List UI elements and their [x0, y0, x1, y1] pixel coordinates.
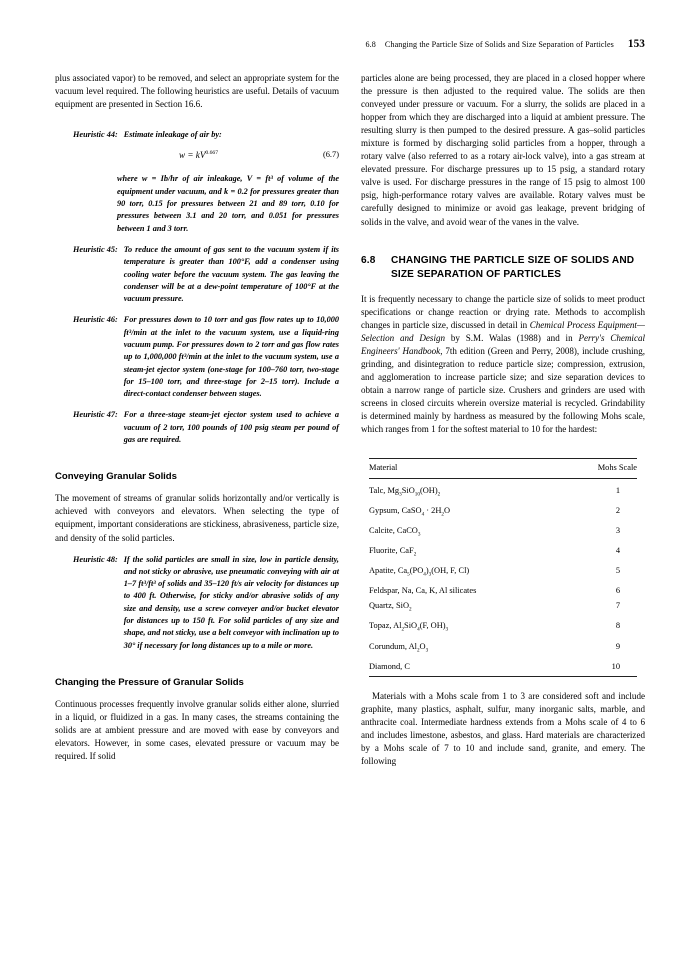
mohs-material-name: Feldspar, [369, 586, 402, 595]
two-column-body [55, 72, 645, 912]
heuristic-45-text: To reduce the amount of gas sent to the vacuum system if its temperature is greater than 100°F, add a condenser using cooling water before the vacuum system. The gas leaving the condenser will be at a dew-point temperature of 100°F at the vacuum pressure. [123, 244, 339, 304]
mohs-material-name: Talc, [369, 485, 388, 495]
mohs-scale-cell: 7 [615, 601, 620, 611]
mohs-scale-cell: 6 [615, 586, 620, 595]
book-title-walas: Chemical Process Equipment—Selection and Design [361, 320, 645, 344]
running-head-section-number: 6.8 [365, 40, 376, 49]
mohs-scale-cell: 9 [615, 641, 620, 651]
mohs-scale-cell: 10 [565, 658, 637, 676]
mohs-col-header-material: Material [369, 459, 565, 478]
right-column [361, 72, 645, 912]
mohs-material-name: Gypsum, [369, 505, 402, 515]
mohs-scale-table [369, 458, 637, 676]
equation-6-7-expression: w = kV [179, 150, 206, 161]
mohs-material-formula: CaSO$_4$ · $2H_2O$ [401, 505, 451, 518]
mohs-material-formula: SiO$_2$ [395, 601, 412, 614]
heuristic-48 [55, 554, 339, 652]
mohs-table-body [369, 478, 637, 676]
running-head [55, 38, 645, 54]
mohs-scale-cell: 5 [615, 565, 620, 575]
section-6-8-heading [361, 254, 645, 282]
mohs-material-cell [369, 523, 565, 543]
mohs-material-cell [369, 598, 565, 618]
mohs-material-cell [369, 658, 565, 676]
mohs-material-name: Corundum, [369, 641, 409, 651]
mohs-material-cell [369, 503, 565, 523]
continued-paragraph: particles alone are being processed, they are placed in a closed hopper where the pressure is then adjusted to the required value. The solids are then conveyed under pressure or vacuum. For a slurry, the solids are placed in a hopper from which they are discharged into a liquid at ambient pressure. The resulting slurry is then pumped to the desired pressure. A gas–solid particles mixture is formed by discharging solid particles from a hopper, through a rotary valve (also referred to as a rotary air-lock valve), into a gas stream at elevated pressure. For discharge pressures up to 15 psig, a standard rotary valve is used. For discharge pressures in the range of 15 psig to almost 100 psig, high-performance rotary valves are available. Rotary valves must be carefully designed to minimize or avoid gas leakage, prevent bridging of solids in the valve, and avoid wear of the vanes in the valve. [361, 73, 645, 227]
heuristic-46-text: For pressures down to 10 torr and gas flow rates up to 10,000 ft³/min at the inlet to the vacuum system, use a liquid-ring vacuum pump. For pressures down to 2 torr and gas flow rates up to 1,000,000 ft³/min at the inlet to the vacuum system, use a steam-jet ejector system (one-stage for 100–760 torr, two-stage for 15–100 torr, and three-stage for 2–15 torr). Include a direct-contact condenser between stages. [123, 315, 339, 399]
closing-paragraph: Materials with a Mohs scale from 1 to 3 are considered soft and include graphite, many plastics, asphalt, sulfur, many inorganic salts, marble, and anthracite coal. Intermediate hardness extends from a Mohs scale of 4 to 6 and includes limestone, asbestos, and glass. Hard materials are characterized by a Mohs scale of 7 to 10 and include sand, granite, and emery. The following [361, 690, 645, 767]
heuristic-44-label: Heuristic 44: [73, 130, 118, 140]
changing-pressure-granular-solids-heading: Changing the Pressure of Granular Solids [55, 676, 244, 688]
table-row [369, 478, 637, 502]
section-6-8-number: 6.8 [361, 254, 376, 266]
running-head-title: Changing the Particle Size of Solids and Size Separation of Particles [384, 40, 614, 49]
heuristic-47-text: For a three-stage steam-jet ejector system used to achieve a vacuum of 2 torr, 100 pounds of 100 psig steam per pound of gas are required. [123, 410, 339, 445]
mohs-material-cell [369, 618, 565, 638]
mohs-scale-cell: 8 [615, 621, 620, 631]
heuristic-44-text: Estimate inleakage of air by: [123, 130, 222, 140]
equation-6-7-body [179, 150, 218, 160]
changing-pressure-granular-solids-paragraph: Continuous processes frequently involve granular solids either alone, slurried in a liquid, or fluidized in a gas. In many cases, the streams containing the solids are at ambient pressure and are moved with ease by conveyors and elevators. However, in some cases, elevated pressure or vacuum may be required. If solid [55, 698, 339, 762]
page-number: 153 [627, 38, 645, 50]
heuristic-47-label: Heuristic 47: [73, 410, 118, 420]
table-row [369, 598, 637, 618]
heuristic-47 [55, 409, 339, 446]
mohs-table-head [369, 459, 637, 478]
mohs-material-formula: $Al_2O_3$ [408, 641, 429, 654]
intro-part-3: , 7th edition (Green and Perry, 2008), include crushing, grinding, and disintegration to reduce particle size; compression, extrusion, and agglomeration to increase particle size; and size separation devices to obtain a narrow range of particle size. Crushers and grinders are used with screens in closed circuits wherein oversize material is recycled. Grindability is determined mainly by hardness as measured by the following Mohs scale, which ranges from 1 for the softest material to 10 for the hardest: [361, 346, 645, 435]
table-row [369, 503, 637, 523]
mohs-scale-cell: 4 [615, 545, 620, 555]
equation-6-7-exponent: 0.667 [205, 150, 219, 157]
table-row [369, 658, 637, 676]
table-row [369, 618, 637, 638]
mohs-material-cell [369, 563, 565, 583]
mohs-material-cell [369, 478, 565, 502]
conveying-granular-solids-heading: Conveying Granular Solids [55, 471, 177, 483]
mohs-material-formula: $Ca_5(PO_4)_3(OH$, F, Cl) [397, 565, 470, 578]
table-row [369, 638, 637, 658]
mohs-table-header-row [369, 459, 637, 478]
mohs-material-name: Diamond, [369, 661, 405, 671]
mohs-material-cell [369, 638, 565, 658]
heuristic-45-label: Heuristic 45: [73, 244, 118, 254]
heuristic-45 [55, 244, 339, 305]
heuristic-48-text: If the solid particles are small in size, low in particle density, and not sticky or abrasive, use pneumatic conveying with air at 1–7 ft³/ft³ of solids and 35–120 ft/s air velocity for distances up to 400 ft. Otherwise, for sticky and/or abrasive solids of any size and density, use a screw conveyer and/or bucket elevator for distances up to 150 ft. For solid particles of any size and shape, and not sticky, use a belt conveyor with inclination up to 30° if necessary for long distances up to a mile or more. [123, 554, 339, 650]
section-6-8-title: CHANGING THE PARTICLE SIZE OF SOLIDS AND SIZE SEPARATION OF PARTICLES [391, 254, 635, 280]
table-row [369, 523, 637, 543]
equation-6-7-number: (6.7) [322, 150, 339, 160]
intro-part-1: It is frequently necessary to change the particle size of solids to meet product specifications or change reaction or drying rate. Methods to accomplish changes in particle size, discussed in detail in [361, 293, 645, 331]
mohs-col-header-scale: Mohs Scale [565, 459, 637, 478]
mohs-material-formula: C [404, 661, 410, 671]
mohs-material-name: Calcite, [369, 525, 397, 535]
mohs-table-wrapper [361, 458, 645, 676]
heuristic-46-label: Heuristic 46: [73, 315, 118, 325]
mohs-material-name: Quartz, [369, 601, 396, 611]
conveying-granular-solids-paragraph: The movement of streams of granular solids horizontally and/or vertically is achieved with conveyors and elevators. When selecting the type of equipment, important considerations are stickiness, abrasiveness, particle size, and density of the solid particles. [55, 493, 339, 543]
heuristic-44-where-block: where w = Ib/hr of air inleakage, V = ft³ of volume of the equipment under vacuum, and k = 0.2 for pressures greater than 90 torr, 0.15 for pressures between 21 and 89 torr, 0.10 for pressures between 3.1 and 20 torr, and 0.051 for pressures between 1 and 3 torr. [117, 174, 339, 233]
heuristic-46 [55, 314, 339, 400]
intro-part-2: by S.M. Walas (1988) and in [445, 333, 579, 344]
mohs-material-name: Apatite, [369, 565, 398, 575]
mohs-material-formula: $Al_2SiO_4(F$, $OH)_3$ [393, 621, 449, 634]
mohs-material-formula: Na, Ca, K, Al silicates [401, 586, 477, 595]
heuristic-44 [55, 129, 339, 141]
mohs-scale-cell: 1 [615, 485, 620, 495]
left-column [55, 72, 339, 912]
section-6-8-intro-paragraph [361, 293, 645, 437]
mohs-scale-cell: 3 [615, 525, 620, 535]
mohs-material-formula: $Mg_3SiO_{10}(OH)_2$ [387, 485, 441, 498]
equation-6-7 [55, 150, 339, 164]
mohs-material-formula: CaF$_2$ [399, 545, 417, 558]
mohs-material-cell [369, 543, 565, 563]
heuristic-48-label: Heuristic 48: [73, 554, 118, 564]
table-row [369, 563, 637, 583]
mohs-material-cell [369, 583, 565, 598]
mohs-scale-cell: 2 [615, 505, 620, 515]
mohs-material-formula: CaCO$_3$ [396, 525, 421, 538]
table-row [369, 583, 637, 598]
mohs-material-name: Topaz, [369, 621, 394, 631]
opening-paragraph: plus associated vapor) to be removed, and select an appropriate system for the vacuum level required. The following heuristics are useful. Details of vacuum equipment are presented in Section 16.6. [55, 73, 339, 110]
table-row [369, 543, 637, 563]
book-title-perrys: Perry's Chemical Engineers' Handbook [361, 333, 645, 357]
mohs-material-name: Fluorite, [369, 545, 400, 555]
